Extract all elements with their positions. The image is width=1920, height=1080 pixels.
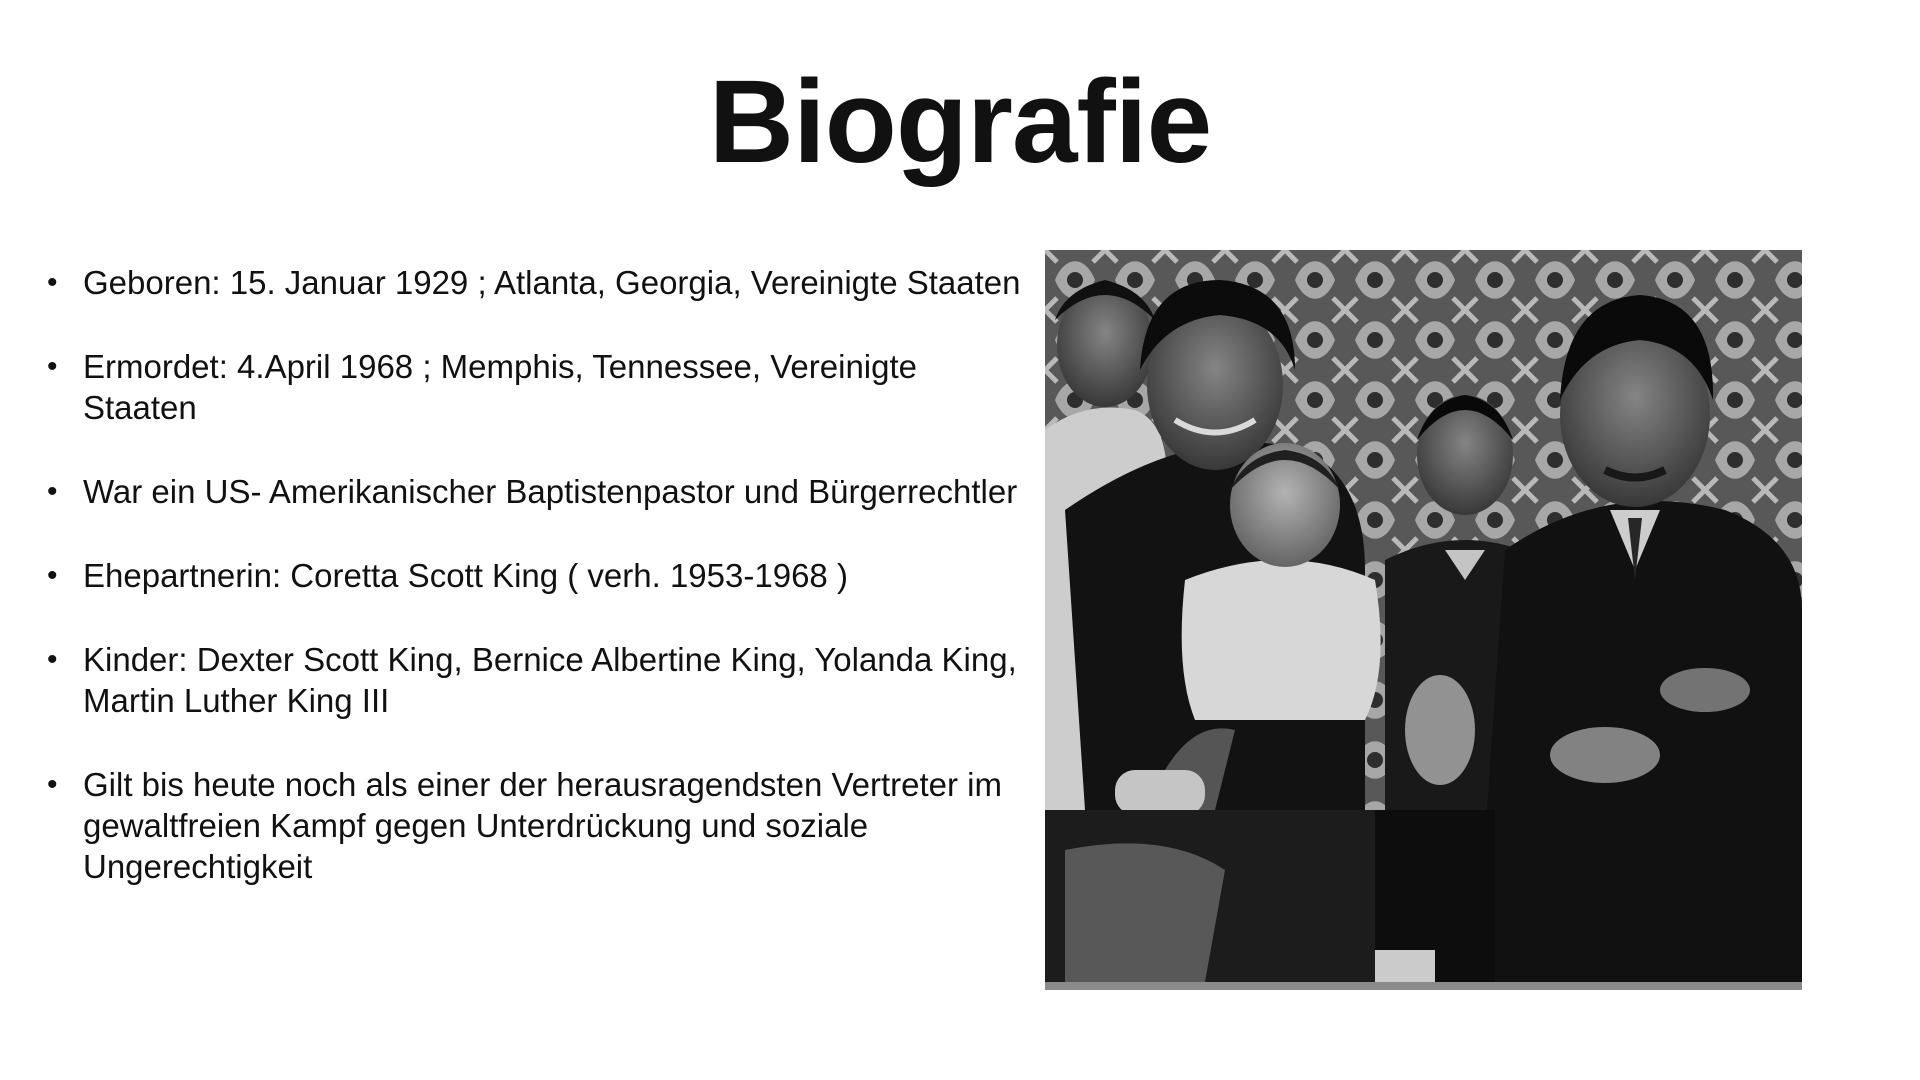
bullet-item-occupation [40, 471, 1030, 512]
bullet-marker: • [47, 266, 58, 299]
bullet-item-children [40, 639, 1030, 721]
family-photo-illustration [1045, 250, 1802, 982]
bullet-marker: • [47, 643, 58, 676]
bullet-text: Geboren: 15. Januar 1929 ; Atlanta, Georgia, Vereinigte Staaten [83, 264, 1021, 301]
bullet-item-birth [40, 262, 1030, 303]
bullet-text: Gilt bis heute noch als einer der herausragendsten Vertreter im gewaltfreien Kampf gegen Unterdrückung und soziale Ungerechtigkeit [83, 766, 1003, 885]
bullet-list [40, 262, 1030, 930]
bullet-marker: • [47, 768, 58, 801]
bullet-text: Ermordet: 4.April 1968 ; Memphis, Tennessee, Vereinigte Staaten [83, 348, 918, 426]
slide-title: Biografie [708, 56, 1212, 188]
bullet-item-legacy [40, 764, 1030, 887]
bullet-item-death [40, 346, 1030, 428]
bullet-item-spouse [40, 555, 1030, 596]
bullet-text: War ein US- Amerikanischer Baptistenpastor und Bürgerrechtler [83, 473, 1018, 510]
bullet-text: Ehepartnerin: Coretta Scott King ( verh. 1953-1968 ) [83, 557, 848, 594]
family-photo [1045, 250, 1802, 990]
bullet-marker: • [47, 475, 58, 508]
bullet-text: Kinder: Dexter Scott King, Bernice Albertine King, Yolanda King, Martin Luther King III [83, 641, 1017, 719]
bullet-marker: • [47, 350, 58, 383]
bullet-marker: • [47, 559, 58, 592]
